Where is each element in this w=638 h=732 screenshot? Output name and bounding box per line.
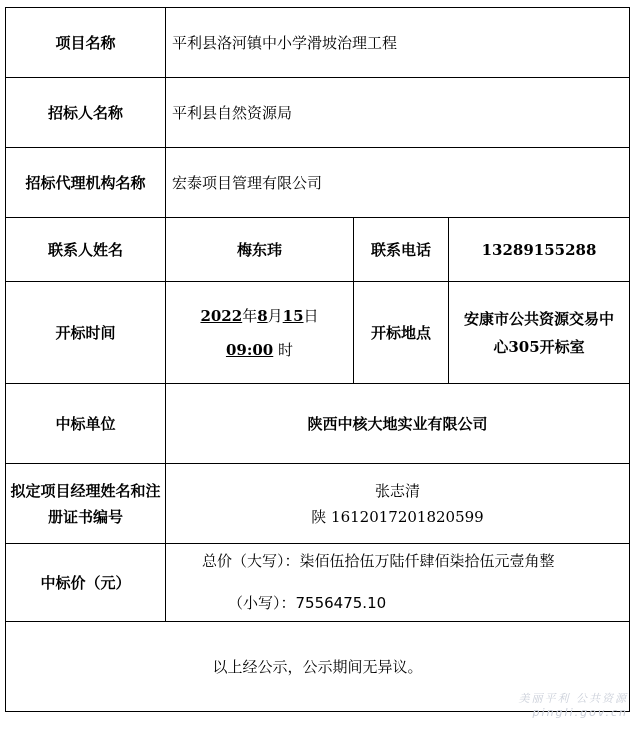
award-announcement-table	[5, 7, 630, 712]
price-lower: （小写）：7556475.10	[228, 594, 387, 612]
opening-month: 8	[257, 306, 268, 325]
project-name-value: 平利县洛河镇中小学滑坡治理工程	[166, 8, 630, 78]
tenderer-label: 招标人名称	[6, 78, 166, 148]
manager-value	[166, 464, 630, 544]
manager-label: 拟定项目经理姓名和注册证书编号	[6, 464, 166, 544]
contact-phone-value: 13289155288	[449, 218, 630, 282]
opening-place-value: 安康市公共资源交易中心305开标室	[449, 282, 630, 384]
notice-text: 以上经公示，公示期间无异议。	[6, 622, 630, 712]
agency-value: 宏泰项目管理有限公司	[166, 148, 630, 218]
opening-year-unit: 年	[242, 306, 258, 325]
opening-clock-line	[170, 333, 349, 367]
opening-clock: 09:00	[225, 340, 274, 359]
contact-name-label: 联系人姓名	[6, 218, 166, 282]
watermark-line1: 美丽平利 公共资源	[518, 692, 628, 705]
row-manager	[6, 464, 630, 544]
row-opening	[6, 282, 630, 384]
opening-time-value	[166, 282, 354, 384]
price-label: 中标价（元）	[6, 544, 166, 622]
manager-cert: 陕 1612017201820599	[311, 507, 484, 526]
opening-day-unit: 日	[303, 306, 319, 325]
row-tenderer	[6, 78, 630, 148]
watermark-line2: pingli.gov.cn	[532, 706, 628, 719]
contact-phone-label: 联系电话	[354, 218, 449, 282]
price-upper: 总价（大写）：柒佰伍拾伍万陆仟肆佰柒拾伍元壹角整	[202, 552, 555, 570]
winner-value: 陕西中核大地实业有限公司	[166, 384, 630, 464]
agency-label: 招标代理机构名称	[6, 148, 166, 218]
site-watermark	[519, 692, 629, 720]
winner-label: 中标单位	[6, 384, 166, 464]
row-winner	[6, 384, 630, 464]
row-project-name	[6, 8, 630, 78]
opening-clock-unit: 时	[278, 340, 294, 359]
opening-day: 15	[282, 306, 304, 325]
opening-place-label: 开标地点	[354, 282, 449, 384]
row-price	[6, 544, 630, 622]
manager-name: 张志清	[374, 481, 420, 500]
opening-date-line	[170, 299, 349, 333]
contact-name-value: 梅东玮	[166, 218, 354, 282]
price-value	[166, 544, 630, 622]
tenderer-value: 平利县自然资源局	[166, 78, 630, 148]
row-contact	[6, 218, 630, 282]
opening-year: 2022	[200, 306, 243, 325]
opening-month-unit: 月	[267, 306, 283, 325]
opening-time-label: 开标时间	[6, 282, 166, 384]
row-agency	[6, 148, 630, 218]
project-name-label: 项目名称	[6, 8, 166, 78]
